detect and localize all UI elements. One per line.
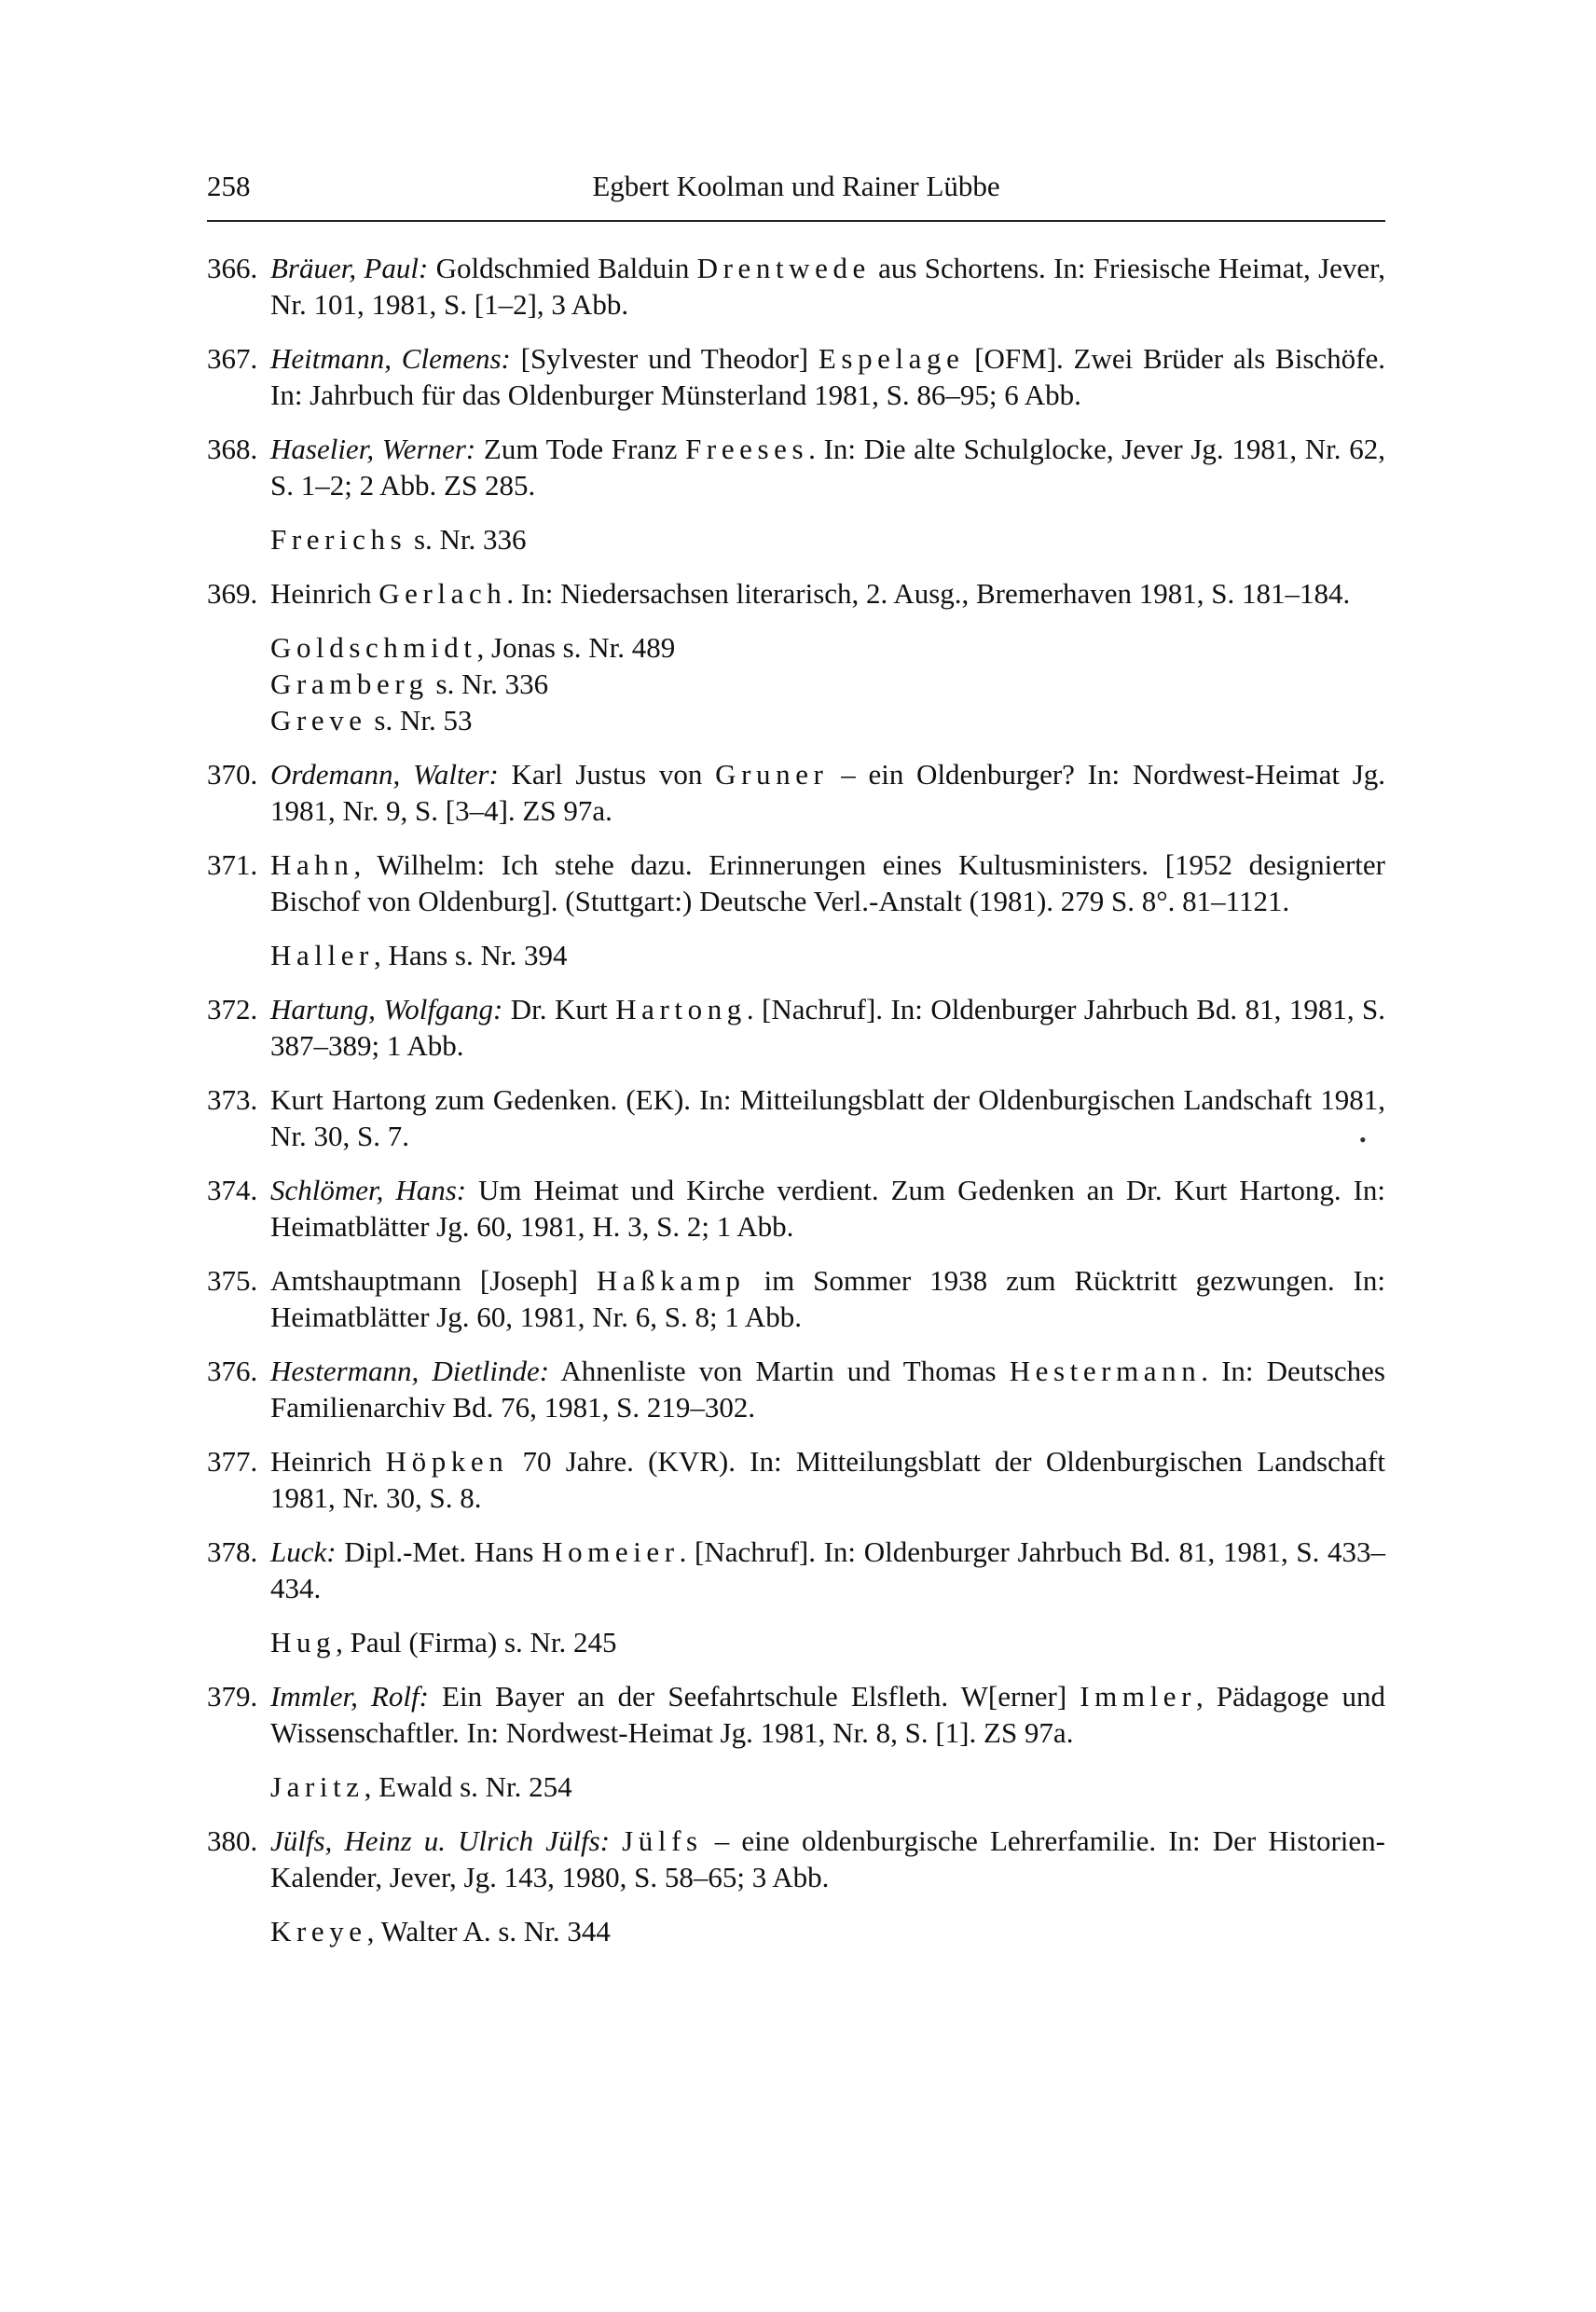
bibliography-entry	[207, 340, 1385, 413]
bibliography-entry	[207, 250, 1385, 323]
entry-text: im Sommer 1938 zum Rücktritt gezwungen. In: Heimatblätter Jg. 60, 1981, Nr. 6, S. 8; 1 Abb.	[270, 1264, 1385, 1333]
cross-reference-line	[270, 521, 1385, 557]
entry-number: 371.	[207, 848, 258, 881]
cross-reference-line	[270, 1624, 1385, 1660]
entry-subject: Hestermann	[1009, 1355, 1202, 1387]
entry-number: 373.	[207, 1083, 258, 1116]
bibliography-entry	[207, 1172, 1385, 1245]
entry-text: [OFM]. Zwei Brüder als Bischöfe. In: Jahrbuch für das Oldenburger Münsterland 1981, S. 86–95; 6 Abb.	[270, 342, 1386, 411]
cross-reference-name: Kreye	[270, 1915, 367, 1947]
entry-subject: Haßkamp	[596, 1264, 746, 1297]
cross-reference-line	[270, 1913, 1385, 1949]
bibliography-entry	[207, 1534, 1385, 1606]
entry-text: Dipl.-Met. Hans	[336, 1535, 543, 1568]
bibliography-entry	[207, 1443, 1385, 1516]
entry-text: Kurt Hartong zum Gedenken. (EK). In: Mitteilungsblatt der Oldenburgischen Landschaft 1981, Nr. 30, S. 7.	[270, 1083, 1385, 1152]
entry-number: 378.	[207, 1535, 258, 1568]
entry-number: 375.	[207, 1264, 258, 1297]
entry-subject: Espelage	[818, 342, 965, 375]
cross-reference-name: Greve	[270, 704, 367, 736]
entry-author: Heitmann, Clemens:	[270, 342, 511, 375]
entry-subject: Hahn	[270, 848, 354, 881]
entry-text: , Wilhelm: Ich stehe dazu. Erinnerungen eines Kultusministers. [1952 designierter Bischof von Oldenburg]. (Stuttgart:) Deutsche Verl.-Anstalt (1981). 279 S. 8°. 81–1121.	[270, 848, 1385, 917]
cross-reference-target: , Paul (Firma) s. Nr. 245	[336, 1626, 617, 1658]
page-header	[207, 166, 1385, 207]
entry-text: Zum Tode Franz	[475, 433, 686, 465]
entry-author: Bräuer, Paul:	[270, 252, 429, 284]
bibliography-entry	[207, 1081, 1385, 1154]
entry-text: Amtshauptmann [Joseph]	[270, 1264, 597, 1297]
entry-text: Ein Bayer an der Seefahrtschule Elsfleth. W[erner]	[428, 1680, 1080, 1713]
entry-number: 374.	[207, 1174, 258, 1206]
bibliography-entry	[207, 1823, 1385, 1895]
entry-subject: Immler	[1080, 1680, 1197, 1713]
bibliography-list	[207, 250, 1385, 1967]
cross-reference-line	[270, 666, 1385, 702]
entry-text: aus Schortens. In: Friesische Heimat, Jever, Nr. 101, 1981, S. [1–2], 3 Abb.	[270, 252, 1385, 321]
cross-reference-name: Hug	[270, 1626, 337, 1658]
cross-reference	[207, 1624, 1385, 1660]
cross-reference-line	[270, 937, 1385, 973]
entry-author: Hestermann, Dietlinde:	[270, 1355, 550, 1387]
entry-number: 370.	[207, 758, 258, 791]
entry-number: 368.	[207, 433, 258, 465]
cross-reference-target: , Hans s. Nr. 394	[373, 939, 568, 971]
cross-reference	[207, 1768, 1385, 1805]
entry-number: 366.	[207, 252, 258, 284]
page-number: 258	[207, 170, 251, 202]
entry-text: Dr. Kurt	[502, 993, 616, 1025]
cross-reference-line	[270, 629, 1385, 666]
cross-reference-name: Goldschmidt	[270, 631, 477, 664]
entry-text: Goldschmied Balduin	[428, 252, 697, 284]
entry-text: . [Nachruf]. In: Oldenburger Jahrbuch Bd. 81, 1981, S. 387–389; 1 Abb.	[270, 993, 1386, 1062]
entry-text: , Pädagoge und Wissenschaftler. In: Nordwest-Heimat Jg. 1981, Nr. 8, S. [1]. ZS 97a.	[270, 1680, 1385, 1749]
entry-text: Heinrich	[270, 1445, 386, 1478]
cross-reference-target: , Jonas s. Nr. 489	[476, 631, 676, 664]
entry-author: Hartung, Wolfgang:	[270, 993, 503, 1025]
bibliography-entry	[207, 431, 1385, 503]
running-title: Egbert Koolman und Rainer Lübbe	[592, 170, 1000, 202]
entry-text: – ein Oldenburger? In: Nordwest-Heimat Jg. 1981, Nr. 9, S. [3–4]. ZS 97a.	[270, 758, 1386, 827]
entry-subject: Hartong	[615, 993, 747, 1025]
entry-text: . In: Niedersachsen literarisch, 2. Ausg., Bremerhaven 1981, S. 181–184.	[506, 577, 1351, 610]
cross-reference-name: Frerichs	[270, 523, 407, 556]
entry-subject: Homeier	[542, 1535, 680, 1568]
cross-reference-target: s. Nr. 336	[428, 667, 549, 700]
entry-author: Ordemann, Walter:	[270, 758, 499, 791]
entry-text: 70 Jahre. (KVR). In: Mitteilungsblatt der Oldenburgischen Landschaft 1981, Nr. 30, S. 8.	[270, 1445, 1385, 1514]
cross-reference-target: s. Nr. 336	[406, 523, 527, 556]
entry-text: Um Heimat und Kirche verdient. Zum Gedenken an Dr. Kurt Hartong. In: Heimatblätter Jg. 60, 1981, H. 3, S. 2; 1 Abb.	[270, 1174, 1386, 1243]
entry-text: [Sylvester und Theodor]	[510, 342, 819, 375]
cross-reference-target: , Walter A. s. Nr. 344	[366, 1915, 611, 1947]
entry-author: Schlömer, Hans:	[270, 1174, 467, 1206]
entry-author: Jülfs, Heinz u. Ulrich Jülfs:	[270, 1824, 611, 1857]
cross-reference-target: , Ewald s. Nr. 254	[364, 1770, 572, 1803]
entry-number: 369.	[207, 577, 258, 610]
margin-mark-icon: •	[1359, 1128, 1367, 1151]
bibliography-entry	[207, 846, 1385, 919]
cross-reference-name: Jaritz	[270, 1770, 365, 1803]
entry-subject: Gruner	[715, 758, 829, 791]
cross-reference	[207, 1913, 1385, 1949]
entry-text: Heinrich	[270, 577, 379, 610]
entry-text: – eine oldenburgische Lehrerfamilie. In: Der Historien-Kalender, Jever, Jg. 143, 1980, S. 58–65; 3 Abb.	[270, 1824, 1385, 1893]
entry-subject: Freeses	[685, 433, 809, 465]
entry-subject: Gerlach	[378, 577, 507, 610]
entry-number: 372.	[207, 993, 258, 1025]
entry-author: Luck:	[270, 1535, 337, 1568]
entry-text: . In: Deutsches Familienarchiv Bd. 76, 1981, S. 219–302.	[270, 1355, 1385, 1424]
entry-subject: Höpken	[385, 1445, 509, 1478]
bibliography-entry	[207, 1262, 1385, 1335]
cross-reference-name: Haller	[270, 939, 374, 971]
entry-number: 380.	[207, 1824, 258, 1857]
cross-reference-name: Gramberg	[270, 667, 429, 700]
entry-author: Immler, Rolf:	[270, 1680, 429, 1713]
cross-reference	[207, 521, 1385, 557]
entry-text	[610, 1824, 622, 1857]
entry-text: Ahnenliste von Martin und Thomas	[549, 1355, 1010, 1387]
entry-text: Karl Justus von	[498, 758, 716, 791]
bibliography-entry	[207, 756, 1385, 829]
bibliography-entry	[207, 1353, 1385, 1425]
entry-text: . [Nachruf]. In: Oldenburger Jahrbuch Bd. 81, 1981, S. 433–434.	[270, 1535, 1385, 1604]
entry-number: 379.	[207, 1680, 258, 1713]
entry-number: 377.	[207, 1445, 258, 1478]
entry-author: Haselier, Werner:	[270, 433, 476, 465]
entry-subject: Drentwede	[696, 252, 871, 284]
entry-number: 376.	[207, 1355, 258, 1387]
entry-subject: Jülfs	[622, 1824, 703, 1857]
entry-number: 367.	[207, 342, 258, 375]
cross-reference-line	[270, 702, 1385, 738]
cross-reference	[207, 937, 1385, 973]
cross-reference	[207, 629, 1385, 738]
cross-reference-target: s. Nr. 53	[366, 704, 473, 736]
header-rule	[207, 220, 1385, 222]
bibliography-entry	[207, 575, 1385, 612]
bibliography-entry	[207, 991, 1385, 1064]
bibliography-entry	[207, 1678, 1385, 1751]
entry-text: . In: Die alte Schulglocke, Jever Jg. 1981, Nr. 62, S. 1–2; 2 Abb. ZS 285.	[270, 433, 1385, 502]
cross-reference-line	[270, 1768, 1385, 1805]
